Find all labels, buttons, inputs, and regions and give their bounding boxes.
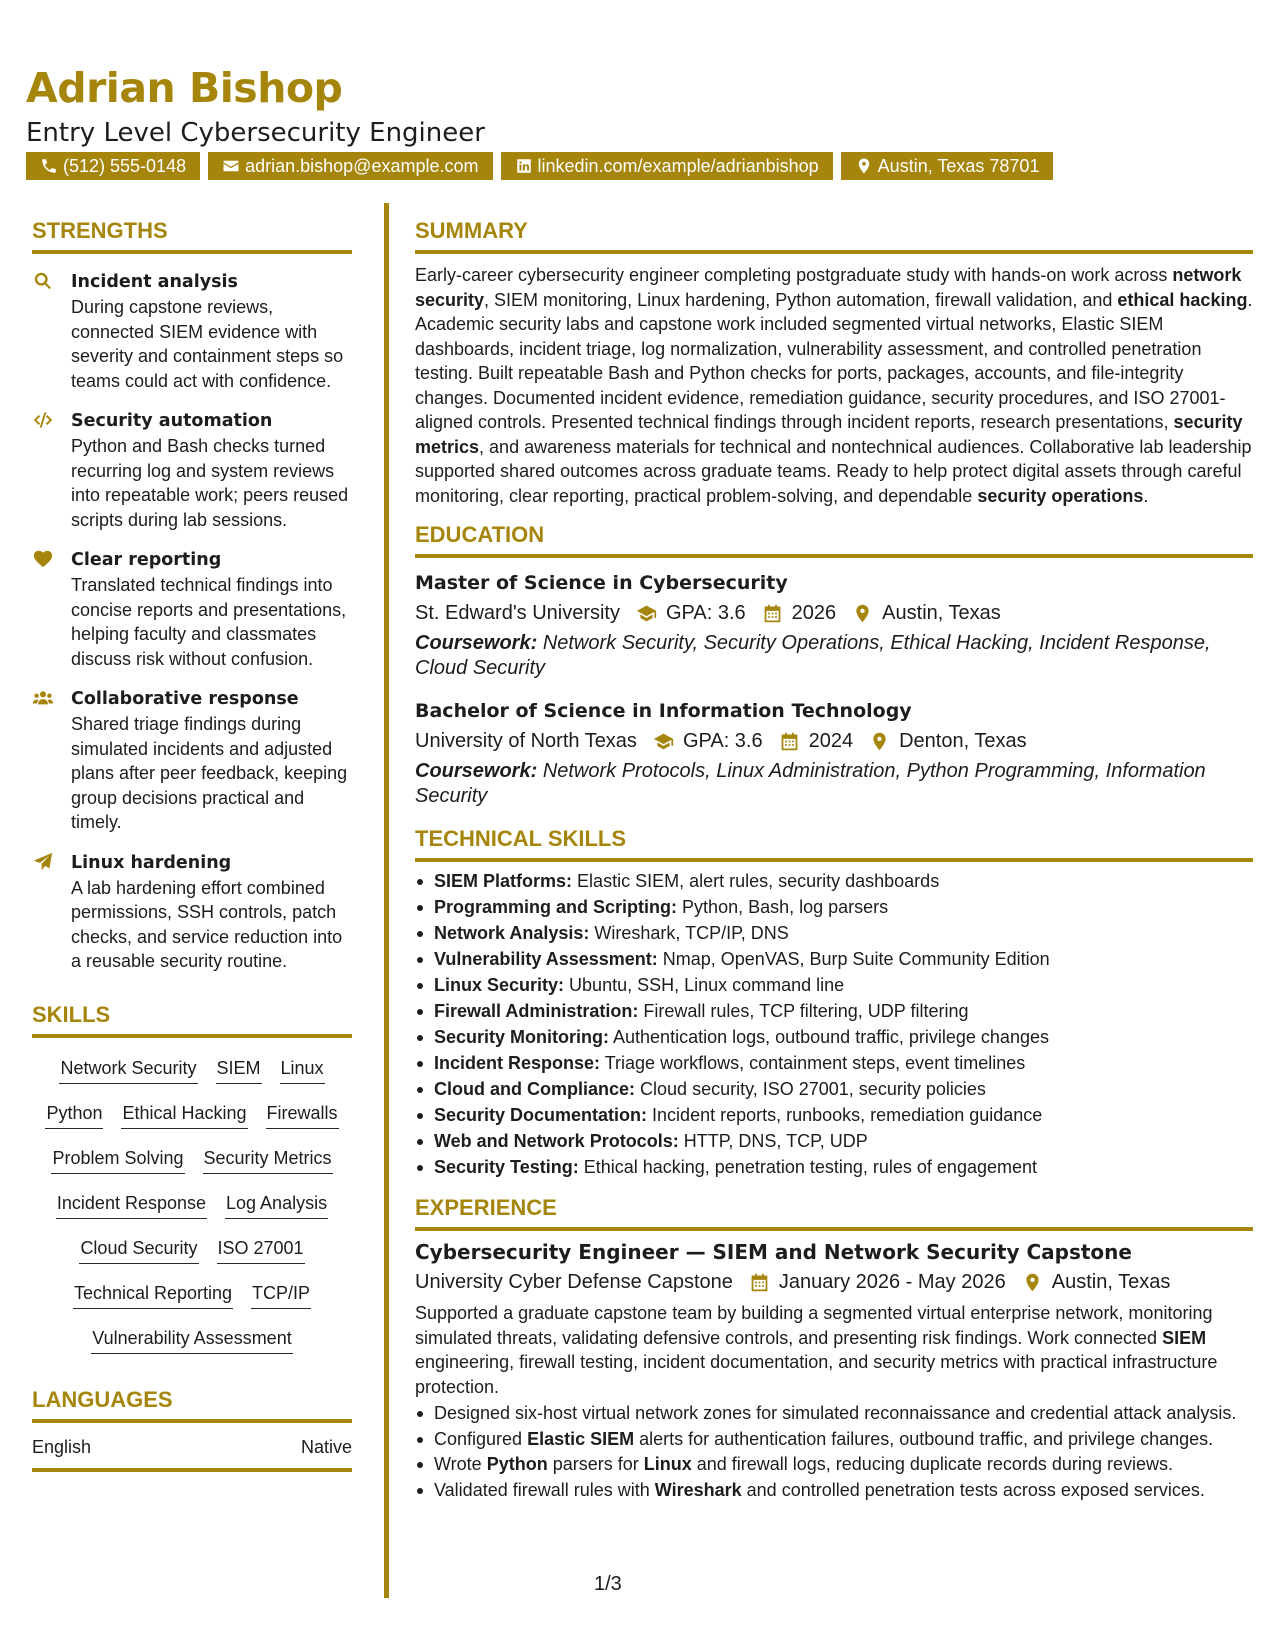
resume-header xyxy=(26,62,1256,176)
skill-tag: Problem Solving xyxy=(51,1146,184,1174)
coursework-list: Network Protocols, Linux Administration, Python Programming, Information Security xyxy=(415,760,1206,807)
contact-phone-text: (512) 555-0148 xyxy=(63,155,187,176)
summary-heading: SUMMARY xyxy=(415,216,1253,254)
list-item: Security Documentation: Incident reports, runbooks, remediation guidance xyxy=(415,1102,1253,1128)
code-icon xyxy=(32,409,54,431)
calendar-icon xyxy=(749,1272,770,1293)
strength-title: Clear reporting xyxy=(71,550,222,570)
phone-icon xyxy=(40,157,58,175)
graduation-cap-icon xyxy=(636,603,657,624)
skill-tag: ISO 27001 xyxy=(217,1236,305,1264)
job-organization: University Cyber Defense Capstone xyxy=(415,1271,733,1293)
strength-description: During capstone reviews, connected SIEM evidence with severity and containment steps so teams could act with confidence. xyxy=(71,297,344,391)
skill-tag: SIEM xyxy=(216,1056,262,1084)
list-item: Incident Response: Triage workflows, containment steps, event timelines xyxy=(415,1050,1253,1076)
skills-heading: SKILLS xyxy=(32,1000,352,1038)
strength-item xyxy=(32,269,352,393)
list-item: Vulnerability Assessment: Nmap, OpenVAS, Burp Suite Community Edition xyxy=(415,946,1253,972)
skill-tag: Incident Response xyxy=(56,1191,207,1219)
strength-description: A lab hardening effort combined permissions, SSH controls, patch checks, and service reduction into a reusable security routine. xyxy=(71,877,343,971)
strength-item xyxy=(32,547,352,671)
summary-section xyxy=(415,216,1253,508)
list-item: Network Analysis: Wireshark, TCP/IP, DNS xyxy=(415,920,1253,946)
experience-heading: EXPERIENCE xyxy=(415,1193,1253,1231)
language-row xyxy=(32,1435,352,1472)
education-entry xyxy=(415,696,1253,808)
map-pin-icon xyxy=(852,603,873,624)
skill-tag: TCP/IP xyxy=(251,1281,311,1309)
strength-title: Linux hardening xyxy=(71,852,232,873)
school-location: Austin, Texas xyxy=(882,602,1001,624)
graduation-cap-icon xyxy=(653,731,674,752)
degree-title: Bachelor of Science in Information Technology xyxy=(415,700,912,722)
strength-description: Translated technical findings into concise reports and presentations, helping faculty and classmates discuss risk without confusion. xyxy=(71,575,347,669)
list-item: Programming and Scripting: Python, Bash, log parsers xyxy=(415,894,1253,920)
map-pin-icon xyxy=(1022,1272,1043,1293)
list-item: Linux Security: Ubuntu, SSH, Linux command line xyxy=(415,972,1253,998)
coursework-label: Coursework: xyxy=(415,760,538,782)
skill-tag: Security Metrics xyxy=(203,1146,333,1174)
strength-item xyxy=(32,408,352,532)
language-level: Native xyxy=(300,1436,352,1457)
strengths-heading: STRENGTHS xyxy=(32,216,352,254)
languages-section xyxy=(32,1385,352,1472)
contact-linkedin-text: linkedin.com/example/adrianbishop xyxy=(537,155,819,176)
contact-email[interactable] xyxy=(208,152,492,180)
strength-item xyxy=(32,686,352,835)
strength-title: Security automation xyxy=(71,411,273,431)
languages-heading: LANGUAGES xyxy=(32,1385,352,1423)
job-title: Cybersecurity Engineer — SIEM and Network Security Capstone xyxy=(415,1240,1132,1264)
graduation-year: 2024 xyxy=(808,730,854,752)
coursework xyxy=(415,631,1253,680)
school-location: Denton, Texas xyxy=(899,730,1027,752)
contact-linkedin[interactable] xyxy=(501,152,833,180)
right-column xyxy=(415,216,1253,1503)
strength-title: Collaborative response xyxy=(71,689,299,709)
map-pin-icon xyxy=(855,157,873,175)
education-entry xyxy=(415,568,1253,680)
gpa: GPA: 3.6 xyxy=(682,730,763,752)
skill-tag: Vulnerability Assessment xyxy=(91,1326,292,1354)
list-item: SIEM Platforms: Elastic SIEM, alert rules, security dashboards xyxy=(415,868,1253,894)
gpa: GPA: 3.6 xyxy=(666,602,746,624)
job-bullets xyxy=(415,1401,1253,1502)
school-name: University of North Texas xyxy=(415,730,637,752)
envelope-icon xyxy=(222,157,240,175)
candidate-name: Adrian Bishop xyxy=(26,64,343,112)
coursework-list: Network Security, Security Operations, Ethical Hacking, Incident Response, Cloud Security xyxy=(415,632,1211,679)
technical-skills-section xyxy=(415,824,1253,1180)
list-item: Firewall Administration: Firewall rules, TCP filtering, UDP filtering xyxy=(415,998,1253,1024)
language-name: English xyxy=(32,1436,92,1457)
skill-tag: Log Analysis xyxy=(225,1191,328,1219)
paper-plane-icon xyxy=(32,851,54,873)
contact-location xyxy=(841,152,1054,180)
education-section xyxy=(415,520,1253,808)
skills-list xyxy=(32,1048,352,1363)
strength-description: Python and Bash checks turned recurring log and system reviews into repeatable work; peers reused scripts during lab sessions. xyxy=(71,436,349,530)
contact-phone[interactable] xyxy=(26,152,200,180)
coursework xyxy=(415,759,1253,808)
contact-email-text: adrian.bishop@example.com xyxy=(245,155,479,176)
strengths-section xyxy=(32,216,352,974)
job-meta xyxy=(415,1267,1253,1297)
left-column xyxy=(32,216,352,1472)
job-summary: Supported a graduate capstone team by building a segmented virtual enterprise network, monitoring simulated threats, validating defensive controls, and presenting risk findings. Work connected SIEM engineering, firewall testing, incident documentation, and security metrics with practical infrastructure protection. xyxy=(415,1303,1218,1397)
contact-location-text: Austin, Texas 78701 xyxy=(877,155,1040,176)
list-item: Security Monitoring: Authentication logs, outbound traffic, privilege changes xyxy=(415,1024,1253,1050)
technical-skills-heading: TECHNICAL SKILLS xyxy=(415,824,1253,862)
strength-title: Incident analysis xyxy=(71,272,238,292)
skill-tag: Cloud Security xyxy=(79,1236,198,1264)
skill-tag: Technical Reporting xyxy=(73,1281,233,1309)
list-item: Cloud and Compliance: Cloud security, ISO 27001, security policies xyxy=(415,1076,1253,1102)
list-item: Web and Network Protocols: HTTP, DNS, TCP, UDP xyxy=(415,1128,1253,1154)
education-heading: EDUCATION xyxy=(415,520,1253,558)
technical-skills-list xyxy=(415,868,1253,1180)
list-item: Validated firewall rules with Wireshark and controlled penetration tests across exposed services. xyxy=(415,1478,1253,1503)
summary-text: Early-career cybersecurity engineer completing postgraduate study with hands-on work across network security, SIEM monitoring, Linux hardening, Python automation, firewall validation, and ethical hacking. Academic security labs and capstone work included segmented virtual networks, Elastic SIEM dashboards, incident triage, log normalization, vulnerability assessment, and controlled penetration testing. Built repeatable Bash and Python checks for ports, packages, accounts, and file-integrity changes. Documented incident evidence, remediation guidance, security procedures, and ISO 27001-aligned controls. Presented technical findings through incident reports, research presentations, security metrics, and awareness materials for technical and nontechnical audiences. Collaborative lab leadership supported shared outcomes across graduate teams. Ready to help protect digital assets through careful monitoring, clear reporting, practical problem-solving, and dependable security operations. xyxy=(415,265,1253,506)
job-location: Austin, Texas xyxy=(1051,1271,1171,1293)
heart-icon xyxy=(32,548,54,570)
calendar-icon xyxy=(762,603,783,624)
graduation-year: 2026 xyxy=(791,602,837,624)
skill-tag: Network Security xyxy=(59,1056,197,1084)
contact-bar xyxy=(26,152,1053,180)
strength-description: Shared triage findings during simulated incidents and adjusted plans after peer feedback, keeping group decisions practical and timely. xyxy=(71,714,348,832)
skill-tag: Python xyxy=(45,1101,103,1129)
skill-tag: Linux xyxy=(280,1056,325,1084)
skill-tag: Ethical Hacking xyxy=(121,1101,247,1129)
skill-tag: Firewalls xyxy=(266,1101,339,1129)
map-pin-icon xyxy=(869,731,890,752)
candidate-role: Entry Level Cybersecurity Engineer xyxy=(26,118,485,148)
column-divider xyxy=(384,203,389,1598)
magnifier-icon xyxy=(32,270,54,292)
experience-section xyxy=(415,1193,1253,1502)
degree-title: Master of Science in Cybersecurity xyxy=(415,572,788,594)
school-name: St. Edward's University xyxy=(415,602,620,624)
education-meta xyxy=(415,598,1253,628)
education-meta xyxy=(415,726,1253,756)
linkedin-icon xyxy=(515,157,533,175)
page-number: 1/3 xyxy=(594,1573,622,1595)
calendar-icon xyxy=(779,731,800,752)
job-dates: January 2026 - May 2026 xyxy=(778,1271,1006,1293)
users-icon xyxy=(32,687,54,709)
list-item: Wrote Python parsers for Linux and firewall logs, reducing duplicate records during reviews. xyxy=(415,1452,1253,1477)
skills-section xyxy=(32,1000,352,1363)
list-item: Configured Elastic SIEM alerts for authentication failures, outbound traffic, and privilege changes. xyxy=(415,1427,1253,1452)
list-item: Security Testing: Ethical hacking, penetration testing, rules of engagement xyxy=(415,1154,1253,1180)
strength-item xyxy=(32,850,352,974)
coursework-label: Coursework: xyxy=(415,632,538,654)
list-item: Designed six-host virtual network zones for simulated reconnaissance and credential attack analysis. xyxy=(415,1401,1253,1426)
